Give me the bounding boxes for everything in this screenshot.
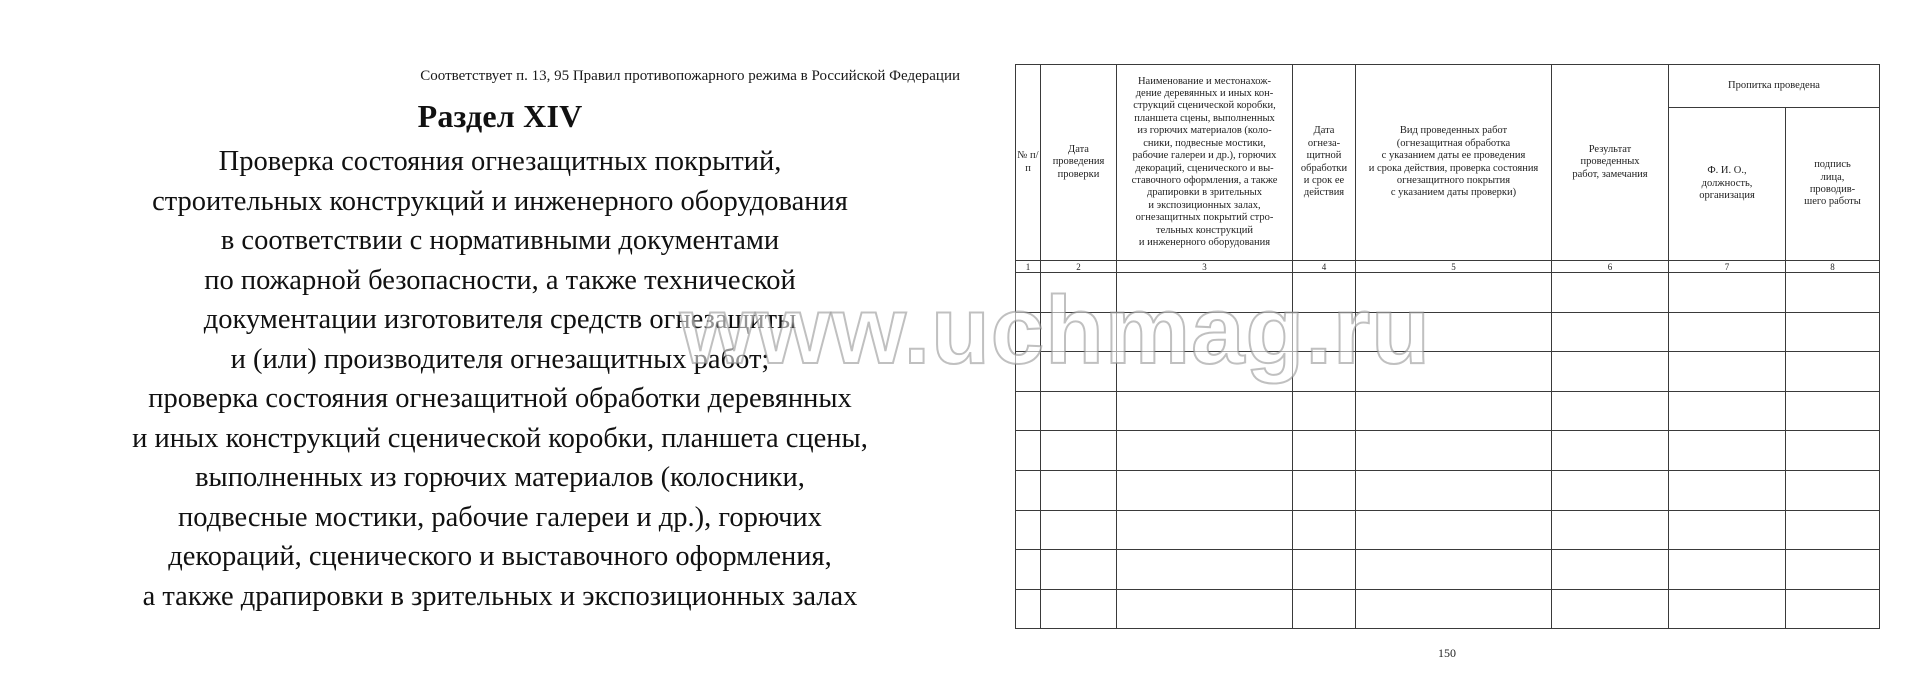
table-row [1016,470,1880,510]
table-cell [1552,550,1669,590]
column-number-row [1016,261,1880,273]
table-cell [1293,273,1356,313]
table-cell [1356,589,1552,629]
table-cell [1293,312,1356,352]
table-cell [1669,273,1786,313]
table-cell [1016,431,1041,471]
table-cell [1356,352,1552,392]
table-cell [1552,352,1669,392]
table-cell [1669,352,1786,392]
table-cell [1786,312,1880,352]
column-number: 8 [1786,261,1880,273]
header-line: проведенных [1580,156,1640,168]
table-cell [1552,510,1669,550]
table-row [1016,273,1880,313]
table-cell [1117,312,1293,352]
header-line: драпировки в зрительных [1147,187,1262,199]
header-check-date [1041,65,1117,261]
table-row [1016,431,1880,471]
column-number: 1 [1016,261,1041,273]
header-line: проводив- [1809,184,1856,195]
header-treatment-date [1293,65,1356,261]
table-cell [1552,470,1669,510]
table-cell [1016,589,1041,629]
table-cell [1041,431,1117,471]
table-cell [1552,312,1669,352]
table-cell [1293,431,1356,471]
table-row [1016,510,1880,550]
table-row [1016,391,1880,431]
body-line: и (или) производителя огнезащитных работ; [230,343,770,375]
header-row-number-label: № п/п [1017,150,1039,174]
compliance-note: Соответствует п. 13, 95 Правил противопожарного режима в Российской Федерации [420,68,960,84]
table-row [1016,550,1880,590]
inspection-journal-table [1015,64,1880,629]
table-cell [1016,391,1041,431]
header-line: из горючих материалов (коло- [1137,125,1272,137]
table-cell [1117,510,1293,550]
table-cell [1041,391,1117,431]
table-cell [1552,391,1669,431]
watermark: www.uchmag.ru [680,277,1431,384]
body-line: выполненных из горючих материалов (колосники, [195,462,805,493]
table-cell [1786,589,1880,629]
table-cell [1552,273,1669,313]
table-cell [1041,550,1117,590]
header-line: обработки [1300,162,1348,174]
header-line: с указанием даты ее проведения [1381,150,1526,162]
header-line: и экспозиционных залах, [1148,199,1261,211]
body-line: а также драпировки в зрительных и экспозиционных залах [142,580,858,612]
table-cell [1016,273,1041,313]
header-performer-signature [1786,108,1880,261]
column-number: 7 [1669,261,1786,273]
header-line: и срок ее [1303,174,1345,186]
header-line: (огнезащитная обработка [1396,137,1511,149]
table-cell [1041,352,1117,392]
header-line: подпись [1814,159,1851,171]
table-cell [1356,273,1552,313]
header-object-location [1117,65,1293,261]
body-line: проверка состояния огнезащитной обработки деревянных [148,383,852,414]
column-number: 4 [1293,261,1356,273]
table-cell [1016,312,1041,352]
table-cell [1356,391,1552,431]
right-page [1015,64,1880,674]
header-line: Вид проведенных работ [1399,125,1508,137]
table-cell [1786,470,1880,510]
table-cell [1041,589,1117,629]
header-line: и инженерного оборудования [1138,236,1271,248]
header-row-number [1016,65,1041,261]
header-line: действия [1303,187,1345,199]
body-line: в соответствии с нормативными документами [220,225,780,256]
header-line: декораций, сценического и вы- [1135,162,1274,174]
table-cell [1117,431,1293,471]
header-impregnation-group [1669,65,1880,108]
page-number: 150 [1438,646,1456,660]
table-cell [1016,352,1041,392]
table-cell [1786,550,1880,590]
header-line: струкций сценической коробки, [1133,100,1276,112]
header-line: должность, [1701,177,1753,189]
column-number: 2 [1041,261,1117,273]
body-line: подвесные мостики, рабочие галереи и др.), горючих [178,501,822,533]
header-line: ставочного оформления, а также [1131,174,1278,186]
header-work-type [1356,65,1552,261]
header-line: сники, подвесные мостики, [1143,137,1266,149]
table-cell [1356,550,1552,590]
table-cell [1356,312,1552,352]
header-line: лица, [1820,171,1845,183]
header-line: и срока действия, проверка состояния [1368,162,1539,174]
column-number: 6 [1552,261,1669,273]
table-cell [1552,431,1669,471]
header-line: щитной [1306,150,1342,162]
journal-body [1016,273,1880,629]
table-cell [1356,470,1552,510]
body-line: и иных конструкций сценической коробки, планшета сцены, [132,422,868,454]
header-line: планшета сцены, выполненных [1134,112,1275,124]
header-line: тельных конструкций [1156,224,1253,236]
table-cell [1117,589,1293,629]
header-line: Результат [1588,143,1632,155]
header-line: рабочие галереи и др.), горючих [1132,150,1277,162]
table-cell [1669,550,1786,590]
table-cell [1041,510,1117,550]
left-page [40,60,960,620]
table-cell [1669,470,1786,510]
table-cell [1293,510,1356,550]
header-line: дение деревянных и иных кон- [1135,88,1274,100]
header-line: огнезащитных покрытий стро- [1135,212,1274,224]
table-cell [1117,391,1293,431]
table-cell [1356,431,1552,471]
table-cell [1786,391,1880,431]
body-line: документации изготовителя средств огнезащиты [203,304,797,335]
header-line: огнеза- [1307,137,1341,149]
header-impregnation-label: Пропитка проведена [1728,79,1820,91]
header-performer-name [1669,108,1786,261]
column-number: 3 [1117,261,1293,273]
header-line: Ф. И. О., [1707,165,1747,177]
header-line: с указанием даты проверки) [1390,187,1517,199]
table-cell [1117,273,1293,313]
table-cell [1786,273,1880,313]
table-cell [1293,352,1356,392]
table-cell [1786,510,1880,550]
table-cell [1016,470,1041,510]
body-line: Проверка состояния огнезащитных покрытий, [218,146,782,177]
body-line: по пожарной безопасности, а также технической [204,264,796,296]
table-cell [1293,550,1356,590]
table-cell [1356,510,1552,550]
header-line: огнезащитного покрытия [1396,174,1511,186]
header-line: работ, замечания [1572,168,1648,180]
table-row [1016,352,1880,392]
table-cell [1293,470,1356,510]
table-cell [1669,391,1786,431]
table-cell [1016,550,1041,590]
table-cell [1041,470,1117,510]
table-cell [1786,352,1880,392]
table-cell [1669,312,1786,352]
table-cell [1041,273,1117,313]
table-cell [1117,550,1293,590]
table-cell [1786,431,1880,471]
table-cell [1293,589,1356,629]
header-check-date-label: Дата проведения проверки [1052,143,1105,180]
table-cell [1293,391,1356,431]
table-row [1016,589,1880,629]
header-line: Наименование и местонахож- [1137,75,1272,87]
table-cell [1117,352,1293,392]
table-cell [1117,470,1293,510]
table-row [1016,312,1880,352]
header-result [1552,65,1669,261]
table-cell [1552,589,1669,629]
table-cell [1669,510,1786,550]
section-body [40,142,960,616]
body-line: строительных конструкций и инженерного оборудования [152,185,848,217]
section-title: Раздел XIV [417,98,583,134]
body-line: декораций, сценического и выставочного оформления, [168,541,832,572]
table-cell [1016,510,1041,550]
header-line: Дата [1313,125,1335,137]
table-cell [1041,312,1117,352]
column-number: 5 [1356,261,1552,273]
header-line: шего работы [1804,196,1861,208]
table-cell [1669,431,1786,471]
header-line: организация [1699,190,1755,202]
table-cell [1669,589,1786,629]
